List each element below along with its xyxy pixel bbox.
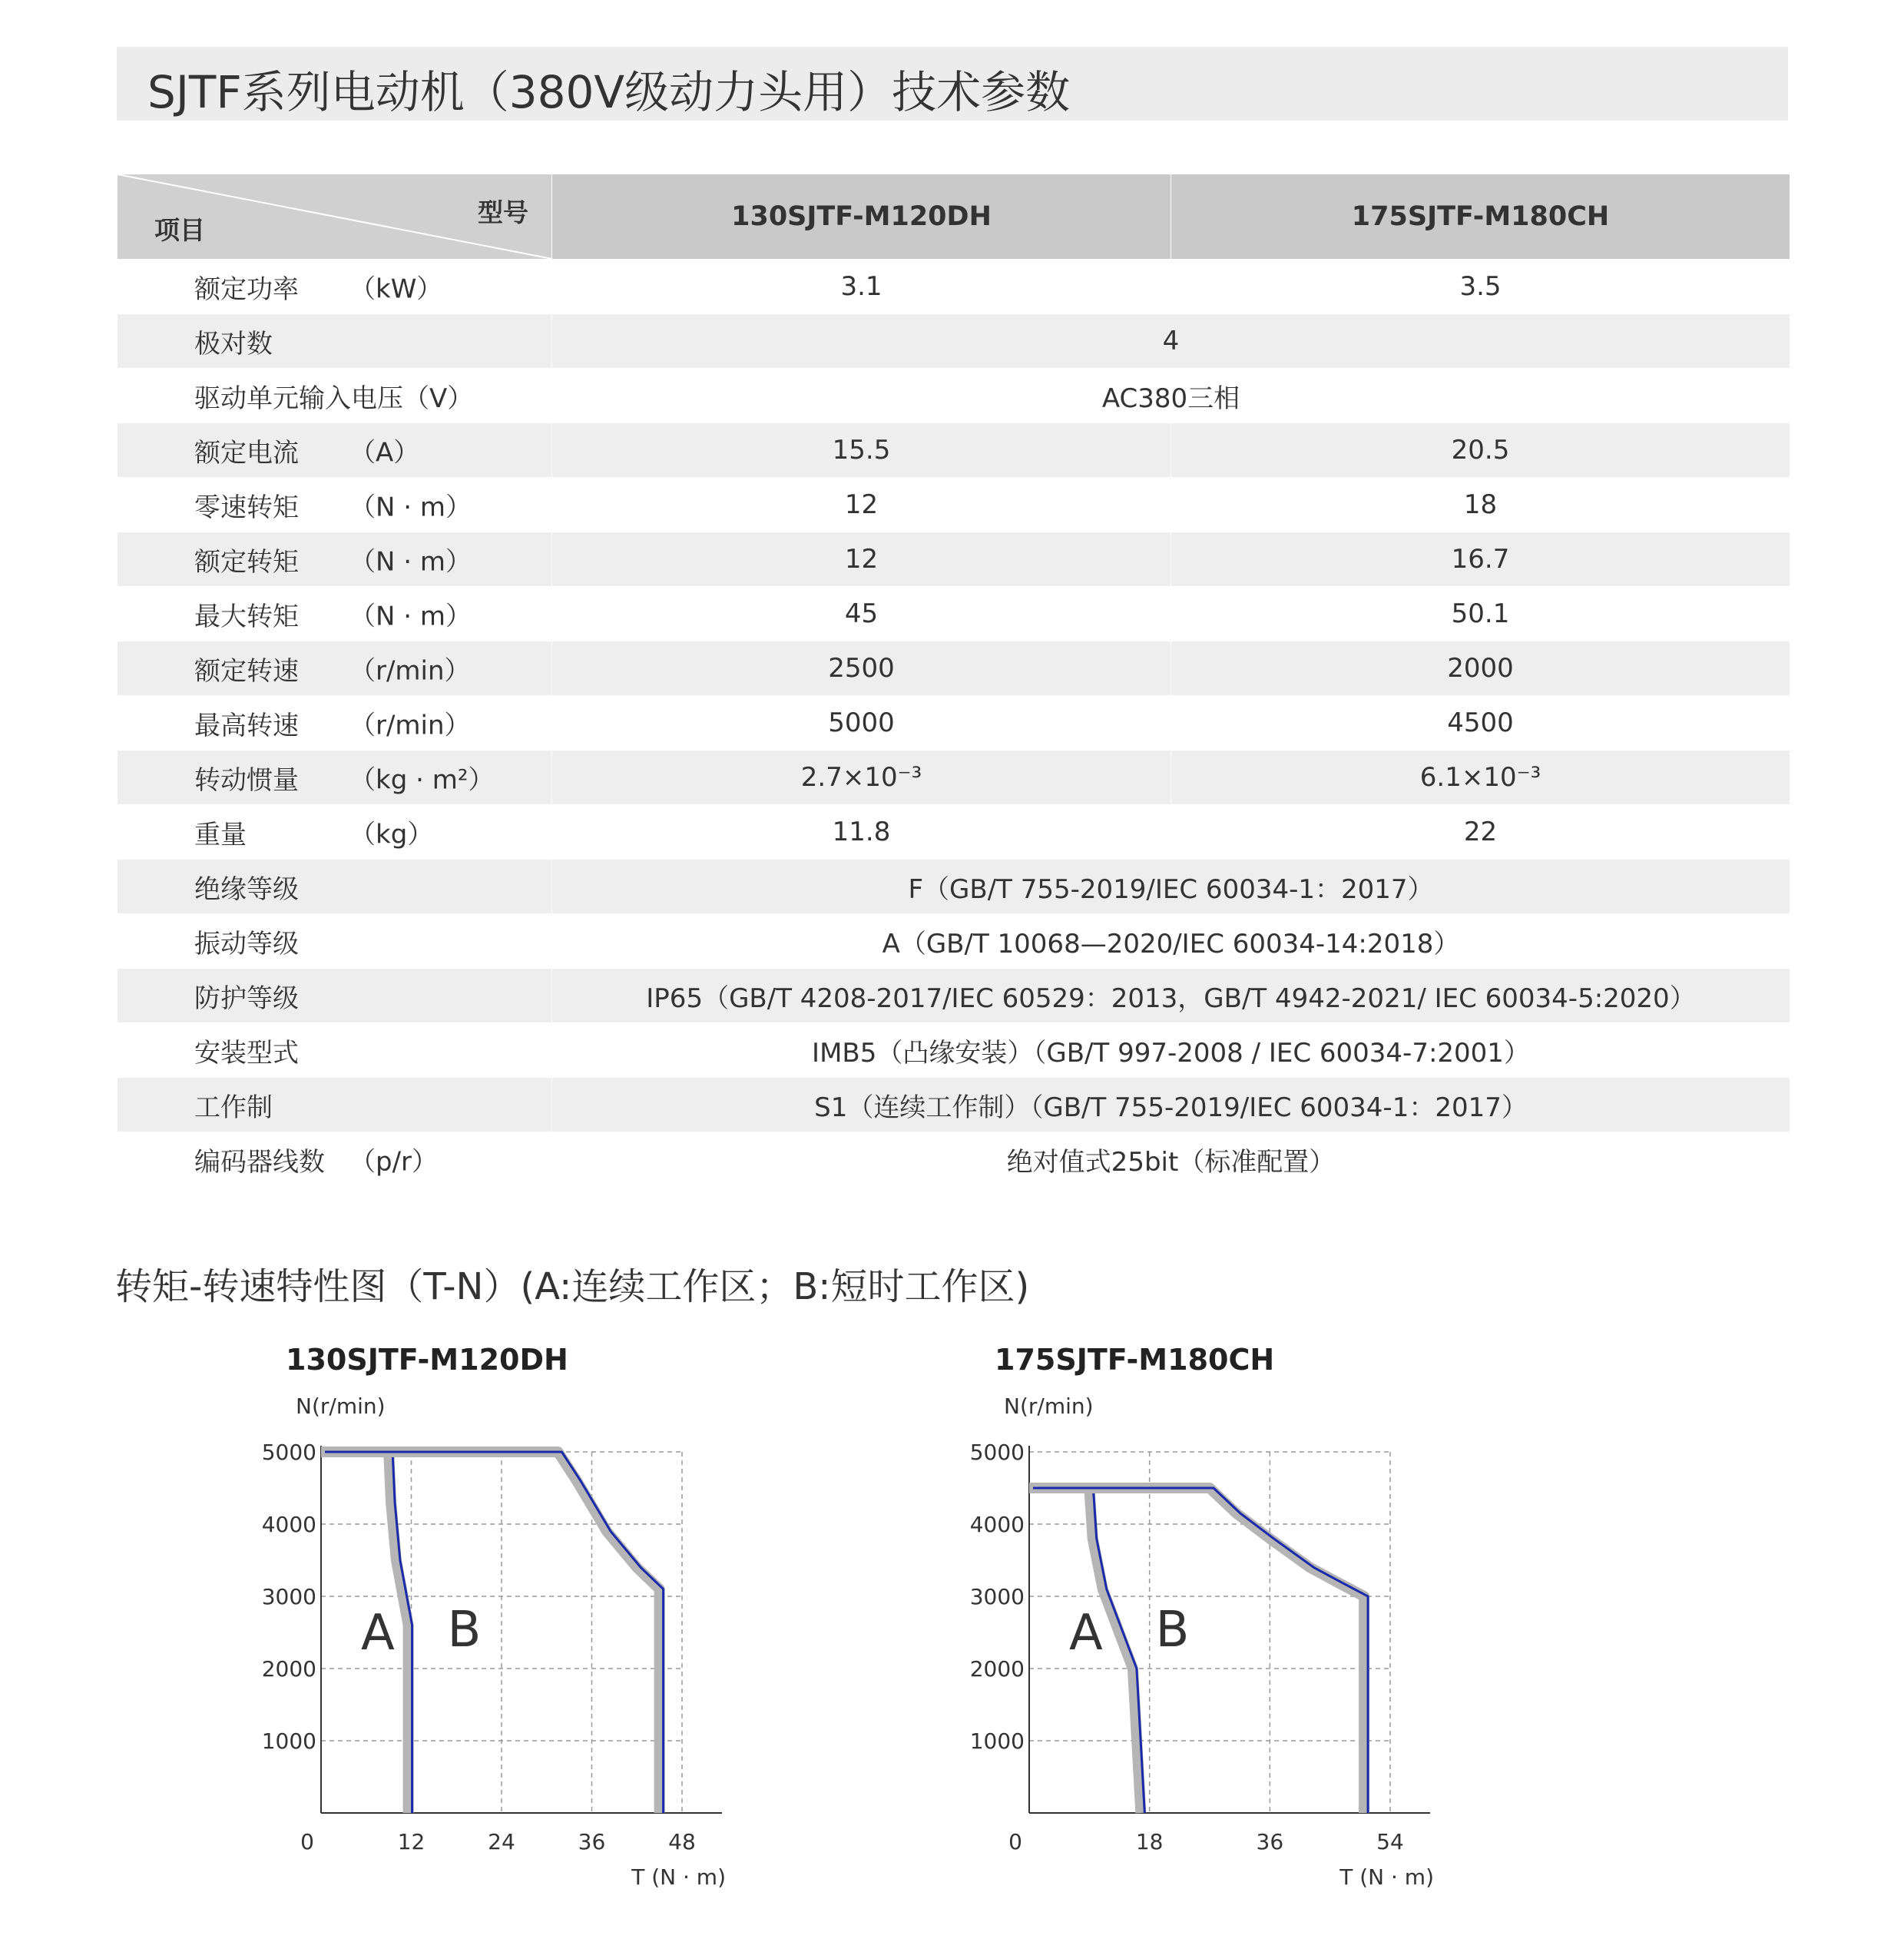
table-row bbox=[118, 314, 1790, 369]
row-value: 15.5 bbox=[552, 423, 1171, 478]
tn-chart bbox=[230, 1383, 768, 1890]
x-tick-label: 12 bbox=[397, 1829, 426, 1854]
row-value: 22 bbox=[1171, 805, 1790, 860]
row-value: A（GB/T 10068—2020/IEC 60034-14:2018） bbox=[552, 914, 1790, 969]
table-row bbox=[118, 914, 1790, 969]
row-value: 2500 bbox=[552, 641, 1171, 696]
x-axis-label: T (N · m) bbox=[631, 1864, 726, 1890]
table-row bbox=[118, 369, 1790, 423]
row-value: 3.1 bbox=[552, 260, 1171, 314]
y-tick-label: 5000 bbox=[261, 1440, 316, 1465]
y-tick-label: 3000 bbox=[969, 1584, 1025, 1609]
row-label: 工作制 bbox=[194, 1092, 273, 1123]
x-tick-label: 48 bbox=[668, 1829, 696, 1854]
row-label-cell bbox=[118, 969, 552, 1023]
y-tick-label: 1000 bbox=[261, 1728, 316, 1754]
row-unit: （r/min） bbox=[349, 655, 471, 687]
header-corner bbox=[118, 174, 552, 260]
row-label-cell bbox=[118, 914, 552, 969]
row-value: 20.5 bbox=[1171, 423, 1790, 478]
row-value: 12 bbox=[552, 532, 1171, 587]
x-tick-label: 0 bbox=[300, 1829, 314, 1854]
row-label: 额定电流 bbox=[194, 437, 299, 469]
x-tick-label: 54 bbox=[1376, 1829, 1404, 1854]
row-label: 额定转速 bbox=[194, 655, 299, 687]
row-unit: （p/r） bbox=[349, 1146, 439, 1178]
y-tick-label: 4000 bbox=[969, 1512, 1025, 1537]
row-label-cell bbox=[118, 369, 552, 423]
row-value: 4500 bbox=[1171, 696, 1790, 751]
row-value: 3.5 bbox=[1171, 260, 1790, 314]
table-row bbox=[118, 805, 1790, 860]
section-title: 转矩-转速特性图（T-N）(A:连续工作区；B:短时工作区) bbox=[115, 1265, 1030, 1308]
row-label-cell bbox=[118, 587, 552, 641]
x-tick-label: 36 bbox=[578, 1829, 606, 1854]
row-label-cell bbox=[118, 314, 552, 369]
y-tick-label: 1000 bbox=[969, 1728, 1025, 1754]
row-unit: （N · m） bbox=[349, 492, 472, 523]
table-row bbox=[118, 641, 1790, 696]
y-axis-label: N(r/min) bbox=[1004, 1394, 1094, 1419]
table-row bbox=[118, 751, 1790, 805]
row-unit: （N · m） bbox=[349, 546, 472, 578]
region-label: A bbox=[1069, 1605, 1103, 1662]
row-label-cell bbox=[118, 751, 552, 805]
row-unit: （N · m） bbox=[349, 601, 472, 632]
corner-model-label: 型号 bbox=[478, 197, 528, 227]
x-tick-label: 24 bbox=[488, 1829, 515, 1854]
row-label-cell bbox=[118, 423, 552, 478]
row-unit: （r/min） bbox=[349, 710, 471, 741]
corner-item-label: 项目 bbox=[154, 215, 205, 245]
row-label: 绝缘等级 bbox=[194, 873, 299, 905]
row-label-cell bbox=[118, 696, 552, 751]
x-tick-label: 18 bbox=[1135, 1829, 1164, 1854]
model-header: 175SJTF-M180CH bbox=[1171, 174, 1790, 260]
y-tick-label: 3000 bbox=[261, 1584, 316, 1609]
y-tick-label: 4000 bbox=[261, 1512, 316, 1537]
row-label-cell bbox=[118, 1132, 552, 1187]
x-tick-label: 36 bbox=[1256, 1829, 1284, 1854]
row-label: 额定转矩 bbox=[194, 546, 299, 578]
row-label: 额定功率 bbox=[194, 273, 299, 305]
row-value: 绝对值式25bit（标准配置） bbox=[552, 1132, 1790, 1187]
x-tick-label: 0 bbox=[1008, 1829, 1022, 1854]
row-label-cell bbox=[118, 805, 552, 860]
row-value: 12 bbox=[552, 478, 1171, 532]
row-label-cell bbox=[118, 641, 552, 696]
row-value: IP65（GB/T 4208-2017/IEC 60529：2013，GB/T 4942-2021/ IEC 60034-5:2020） bbox=[552, 969, 1790, 1023]
row-label-cell bbox=[118, 260, 552, 314]
table-row bbox=[118, 478, 1790, 532]
row-value: 11.8 bbox=[552, 805, 1171, 860]
table-row bbox=[118, 1132, 1790, 1187]
row-unit: （A） bbox=[349, 437, 420, 469]
row-label: 极对数 bbox=[194, 328, 273, 360]
model-header: 130SJTF-M120DH bbox=[552, 174, 1171, 260]
row-value: 16.7 bbox=[1171, 532, 1790, 587]
row-label: 最高转速 bbox=[194, 710, 299, 741]
chart-title: 130SJTF-M120DH bbox=[286, 1343, 568, 1377]
row-value: S1（连续工作制）（GB/T 755-2019/IEC 60034-1：2017） bbox=[552, 1078, 1790, 1132]
row-value: 45 bbox=[552, 587, 1171, 641]
row-value: 2.7×10⁻³ bbox=[552, 751, 1171, 805]
row-value: 18 bbox=[1171, 478, 1790, 532]
row-label-cell bbox=[118, 478, 552, 532]
row-label-cell bbox=[118, 860, 552, 914]
region-label: A bbox=[361, 1605, 395, 1662]
spec-table bbox=[117, 174, 1790, 1187]
row-label: 重量 bbox=[194, 819, 247, 850]
x-axis-label: T (N · m) bbox=[1339, 1864, 1434, 1890]
table-row bbox=[118, 969, 1790, 1023]
row-label-cell bbox=[118, 532, 552, 587]
region-label: B bbox=[447, 1602, 482, 1659]
y-tick-label: 2000 bbox=[969, 1656, 1025, 1682]
row-value: 4 bbox=[552, 314, 1790, 369]
row-label: 振动等级 bbox=[194, 928, 299, 959]
row-value: F（GB/T 755-2019/IEC 60034-1：2017） bbox=[552, 860, 1790, 914]
table-row bbox=[118, 1023, 1790, 1078]
table-row bbox=[118, 260, 1790, 314]
table-header-row bbox=[118, 174, 1790, 260]
row-label-cell bbox=[118, 1023, 552, 1078]
table-row bbox=[118, 860, 1790, 914]
row-unit: （kg） bbox=[349, 819, 434, 850]
table-row bbox=[118, 587, 1790, 641]
row-value: IMB5（凸缘安装）（GB/T 997-2008 / IEC 60034-7:2001） bbox=[552, 1023, 1790, 1078]
chart-title: 175SJTF-M180CH bbox=[995, 1343, 1275, 1377]
title-bar bbox=[117, 47, 1788, 121]
row-label: 编码器线数 bbox=[194, 1146, 325, 1178]
row-label: 驱动单元输入电压（V） bbox=[194, 383, 474, 414]
table-row bbox=[118, 423, 1790, 478]
page-title: SJTF系列电动机（380V级动力头用）技术参数 bbox=[147, 66, 1071, 118]
row-unit: （kW） bbox=[349, 273, 443, 305]
row-label: 零速转矩 bbox=[194, 492, 299, 523]
table-row bbox=[118, 1078, 1790, 1132]
row-unit: （kg · m²） bbox=[349, 764, 495, 796]
row-label: 安装型式 bbox=[194, 1037, 299, 1069]
region-label: B bbox=[1155, 1602, 1190, 1659]
y-tick-label: 2000 bbox=[261, 1656, 316, 1682]
row-value: 6.1×10⁻³ bbox=[1171, 751, 1790, 805]
row-label-cell bbox=[118, 1078, 552, 1132]
tn-chart bbox=[939, 1383, 1476, 1890]
row-value: AC380三相 bbox=[552, 369, 1790, 423]
row-label: 防护等级 bbox=[194, 983, 299, 1014]
y-tick-label: 5000 bbox=[969, 1440, 1025, 1465]
table-row bbox=[118, 532, 1790, 587]
row-label: 最大转矩 bbox=[194, 601, 299, 632]
y-axis-label: N(r/min) bbox=[296, 1394, 386, 1419]
table-row bbox=[118, 696, 1790, 751]
row-label: 转动惯量 bbox=[194, 764, 299, 796]
row-value: 5000 bbox=[552, 696, 1171, 751]
row-value: 50.1 bbox=[1171, 587, 1790, 641]
row-value: 2000 bbox=[1171, 641, 1790, 696]
